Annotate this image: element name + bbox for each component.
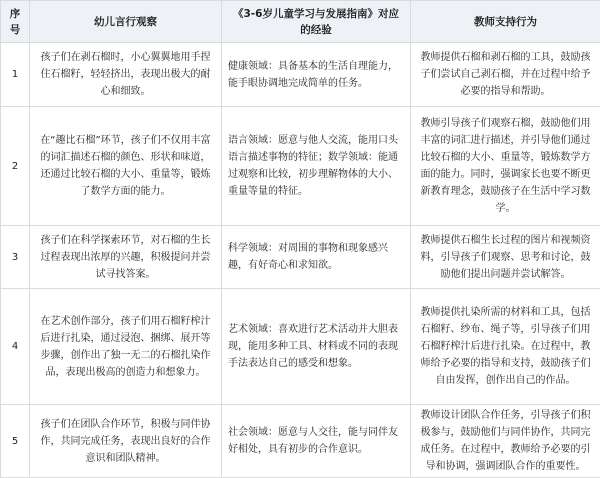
guide-cell: 科学领域：对周围的事物和现象感兴趣，有好奇心和求知欲。: [222, 226, 411, 289]
header-guide-experience: 《3-6岁儿童学习与发展指南》对应的经验: [222, 1, 411, 43]
guide-cell: 健康领域：具备基本的生活自理能力，能手眼协调地完成简单的任务。: [222, 43, 411, 107]
support-cell: 教师提供石榴和剥石榴的工具，鼓励孩子们尝试自己剥石榴，并在过程中给予必要的指导和帮助。: [411, 43, 600, 107]
observation-cell: 在艺术创作部分，孩子们用石榴籽榨汁后进行扎染，通过浸泡、捆绑、展开等步骤，创作出了独一无二的石榴扎染作品，表现出极高的创造力和想象力。: [30, 289, 222, 405]
observation-cell: 孩子们在科学探索环节，对石榴的生长过程表现出浓厚的兴趣，积极提问并尝试寻找答案。: [30, 226, 222, 289]
observation-cell: 在“趣比石榴”环节，孩子们不仅用丰富的词汇描述石榴的颜色、形状和味道，还通过比较石榴的大小、重量等，锻炼了数学方面的能力。: [30, 107, 222, 226]
support-cell: 教师引导孩子们观察石榴，鼓励他们用丰富的词汇进行描述，并引导他们通过比较石榴的大小、重量等，锻炼数学方面的能力。同时，强调家长也要不断更新教育理念，鼓励孩子在生活中学习数学。: [411, 107, 600, 226]
table-row: [1, 43, 600, 107]
header-index: 序号: [1, 1, 30, 43]
table-row: [1, 226, 600, 289]
support-cell: 教师设计团队合作任务，引导孩子们积极参与，鼓励他们与同伴协作，共同完成任务。在过程中，教师给予必要的引导和协调，强调团队合作的重要性。: [411, 405, 600, 478]
row-index: 4: [1, 289, 30, 405]
guide-cell: 社会领域：愿意与人交往，能与同伴友好相处，具有初步的合作意识。: [222, 405, 411, 478]
observation-cell: 孩子们在团队合作环节，积极与同伴协作，共同完成任务，表现出良好的合作意识和团队精神。: [30, 405, 222, 478]
support-cell: 教师提供扎染所需的材料和工具，包括石榴籽、纱布、绳子等，引导孩子们用石榴籽榨汁后进行扎染。在过程中，教师给予必要的指导和支持，鼓励孩子们自由发挥，创作出自己的作品。: [411, 289, 600, 405]
guide-cell: 艺术领域：喜欢进行艺术活动并大胆表现，能用多种工具、材料或不同的表现手法表达自己的感受和想象。: [222, 289, 411, 405]
table-row: [1, 107, 600, 226]
table-header-row: [1, 1, 600, 43]
header-observation: 幼儿言行观察: [30, 1, 222, 43]
header-teacher-support: 教师支持行为: [411, 1, 600, 43]
row-index: 2: [1, 107, 30, 226]
support-cell: 教师提供石榴生长过程的图片和视频资料，引导孩子们观察、思考和讨论，鼓励他们提出问题并尝试解答。: [411, 226, 600, 289]
row-index: 1: [1, 43, 30, 107]
observation-cell: 孩子们在剥石榴时，小心翼翼地用手捏住石榴籽，轻轻挤出，表现出极大的耐心和细致。: [30, 43, 222, 107]
row-index: 3: [1, 226, 30, 289]
table-row: [1, 289, 600, 405]
guide-cell: 语言领域：愿意与他人交流，能用口头语言描述事物的特征；数学领域：能通过观察和比较，初步理解物体的大小、重量等量的特征。: [222, 107, 411, 226]
row-index: 5: [1, 405, 30, 478]
